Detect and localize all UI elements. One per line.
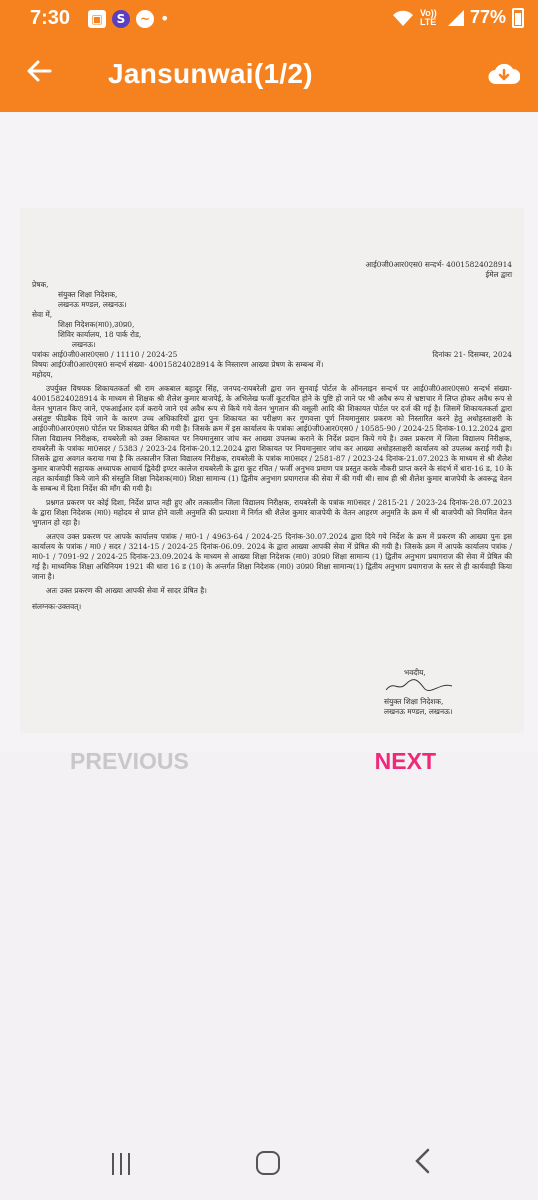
recent-apps-icon[interactable] <box>112 1153 130 1175</box>
letter-date: दिनांकः 21- दिसम्बर, 2024 <box>432 350 512 359</box>
sender-name: संयुक्त शिक्षा निदेशक, <box>58 290 118 299</box>
closing: भवदीय, <box>404 668 426 677</box>
arrow-left-icon[interactable] <box>26 56 52 90</box>
letter-document <box>20 208 524 733</box>
messenger-icon: ~ <box>136 10 154 28</box>
paragraph-2: प्रश्नगत प्रकरण पर कोई दिशा, निर्देश प्राप्त नही हुए और तत्कालीन जिला विद्यालय निरीक्षक, रायबरेली के पत्रांक मा0सदर / 2815-21 / 2023-24 दिनांक-28.07.2023 के द्वारा शिक्षा निदेशक (मा0) महोदय से प्राप्त होने वाली अनुमति की प्रत्याशा में निर्गत श्री शैलेश कुमार बाजपेयी के वेतन आहरण अनुमति के क्रम में श्री बाजपेयी को नियमित वेतन भुगतान हो रहा है। <box>32 498 512 527</box>
previous-button[interactable]: PREVIOUS <box>70 748 189 774</box>
signatory-address: लखनऊ मण्डल, लखनऊ। <box>384 707 453 716</box>
recipient-address: शिविर कार्यालय, 18 पार्क रोड, <box>58 330 142 339</box>
paragraph-1: उपर्युक्त विषयक शिकायतकर्ता श्री राम अकबाल बहादुर सिंह, जनपद-रायबरेली द्वारा जन सुनवाई पोर्टल के ऑनलाइन सन्दर्भ पर आई0जी0आर0एस0 सन्दर्भ संख्या- 40015824028914 के माध्यम से शिक्षक श्री शैलेश कुमार बाजपेई, के अभिलेख फर्जी कूटरचित होने के पुष्टि हो जाने पर भी अवैध रूप से भ्रष्टाचार में लिप्त होकर अवैध रूप से वेतन भुगतान किए जाने, एफआईआर दर्ज कराये जाने एवं अवैध रूप से किये गये वेतन भुगतान की वसूली आदि की शिकायत पोर्टल पर दर्ज की गई है। जिसमें शिकायतकर्ता द्वारा असंतुष्ट फीडबैक दिये जाने के कारण उच्च अधिकारियों द्वारा पुनः शिकायत का परीक्षण कर गुणवत्ता पूर्ण नियमानुसार प्रकरण को निस्तारित करने हेतु अधोहस्ताक्षरी के आई0जी0आर0एस0 पोर्टल पर शिकायत प्रेषित की गयी है। जिसके क्रम में इस कार्यालय के पत्रांकः आई0जी0आर0एस0 / 10585-90 / 2024-25 दिनांक-10.12.2024 द्वारा जिला विद्यालय निरीक्षक, रायबरेली को उक्त शिकायत पर नियमानुसार जांच कर आख्या उपलब्ध कराने के निर्देश प्रदान किये गये है। उक्त प्रकरण में जिला विद्यालय निरीक्षक, रायबरेली के पत्रांकः मा0सदर / 5383 / 2023-24 दिनांक-20.12.2024 द्वारा शिकायत पर नियमानुसार जांच कर आख्या अधोहस्ताक्षरी कार्यालय को उपलब्ध कराई गयी है। जिसके द्वारा अवगत कराया गया है कि तत्कालीन जिला विद्यालय निरीक्षक, रायबरेली के पत्रांक मा0सदर / 2581-87 / 2023-24 दिनांक-21.07.2023 के माध्यम से श्री शैलेश कुमार बाजपेयी सहायक अध्यापक आचार्य द्विवेदी इण्टर कालेज रायबरेली के द्वारा कूट रचित / फर्जी अनुभव प्रमाण पत्र प्रस्तुत करके नौकरी प्राप्त करने के संदर्भ में धारा-16 ड, 10 के तहत कार्यवाही किये जाने की संस्तुति शिक्षा निदेशक(मा0) शिक्षा सामान्य (1) द्वितीय अनुभाग प्रयागराज की सेवा में की गयी थी। साथ ही श्री शैलेश कुमार बाजपेयी के अवरूद्व वेतन के सम्बन्ध में दिशा निर्देश की माँग की गयी है। <box>32 384 512 493</box>
document-viewer[interactable] <box>0 112 538 752</box>
paragraph-3: अतएव उक्त प्रकरण पर आपके कार्यालय पत्रांक / मा0-1 / 4963-64 / 2024-25 दिनांक-30.07.2024 द्वारा दिये गये निर्देश के क्रम में प्रकरण की आख्या पुनः इस कार्यालय के पत्रांक / मा0 / सदर / 3214-15 / 2024-25 दिनांक-06.09. 2024 के द्वारा आख्या आपकी सेवा में प्रेषित की गयी है। जिसके क्रम में आपके कार्यालय पत्रांक / मा0-1 / 7091-92 / 2024-25 दिनांक-23.09.2024 के माध्यम से आख्या शिक्षा निदेशक (मा0) उ0प्र0 शिक्षा सामान्य (1) द्वितीय अनुभाग प्रयागराज की सेवा में प्रेषित की गई है। माध्यमिक शिक्षा अधिनियम 1921 की धारा 16 ड (10) के अन्तर्गत शिक्षा निदेशक (मा0) उ0प्र0 शिक्षा सामान्य(1) द्वितीय अनुभाग प्रयागराज के स्तर से ही कार्यवाही किया जाना है। <box>32 532 512 581</box>
app-bar <box>0 38 538 112</box>
cloud-download-icon[interactable] <box>488 60 520 88</box>
app-s-icon: S <box>112 10 130 28</box>
recipient-city: लखनऊ। <box>72 340 96 349</box>
signal-icon <box>448 10 464 26</box>
pager <box>0 748 538 832</box>
recipient-name: शिक्षा निदेशक(मा0),उ0प्र0, <box>58 320 135 329</box>
letter-subject: विषयः आई0जी0आर0एस0 सन्दर्भ संख्या- 40015824028914 के निस्तारण आख्या प्रेषण के सम्बन्ध में। <box>32 360 324 369</box>
gallery-icon: ▣ <box>88 10 106 28</box>
reference-number: आई0जी0आर0एस0 सन्दर्भ- 40015824028914 <box>365 260 512 269</box>
enclosure: संलग्नकः-उक्तवत्। <box>32 602 82 611</box>
letter-number: पत्रांकः आई0जी0आर0एस0 / 11110 / 2024-25 <box>32 350 178 359</box>
status-right <box>392 7 524 28</box>
wifi-icon <box>392 9 414 27</box>
notification-icons <box>88 9 169 28</box>
system-navigation-bar <box>0 1140 538 1200</box>
signatory-title: संयुक्त शिक्षा निदेशक, <box>384 697 444 706</box>
signature-mark <box>384 678 454 694</box>
page-title: Jansunwai(1/2) <box>108 58 313 89</box>
status-time: 7:30 <box>30 7 71 29</box>
home-icon[interactable] <box>256 1151 280 1175</box>
next-button[interactable]: NEXT <box>374 748 436 774</box>
reference-mode: ईमेल द्वारा <box>485 270 512 279</box>
letter-meta <box>32 350 512 360</box>
dot-icon: • <box>160 9 170 28</box>
recipient-label: सेवा में, <box>32 310 53 319</box>
paragraph-4: अतः उक्त प्रकरण की आख्या आपकी सेवा में सादर प्रेषित है। <box>46 586 207 595</box>
sender-address: लखनऊ मण्डल, लखनऊ। <box>58 300 127 309</box>
salutation: महोदय, <box>32 370 53 379</box>
back-icon[interactable] <box>412 1146 432 1184</box>
sender-label: प्रेषक, <box>32 280 49 289</box>
signature-block <box>384 668 454 717</box>
status-bar <box>0 0 538 38</box>
battery-icon <box>512 8 524 28</box>
battery-percent: 77% <box>469 7 506 27</box>
network-icon: Vo)) LTE <box>419 7 437 27</box>
